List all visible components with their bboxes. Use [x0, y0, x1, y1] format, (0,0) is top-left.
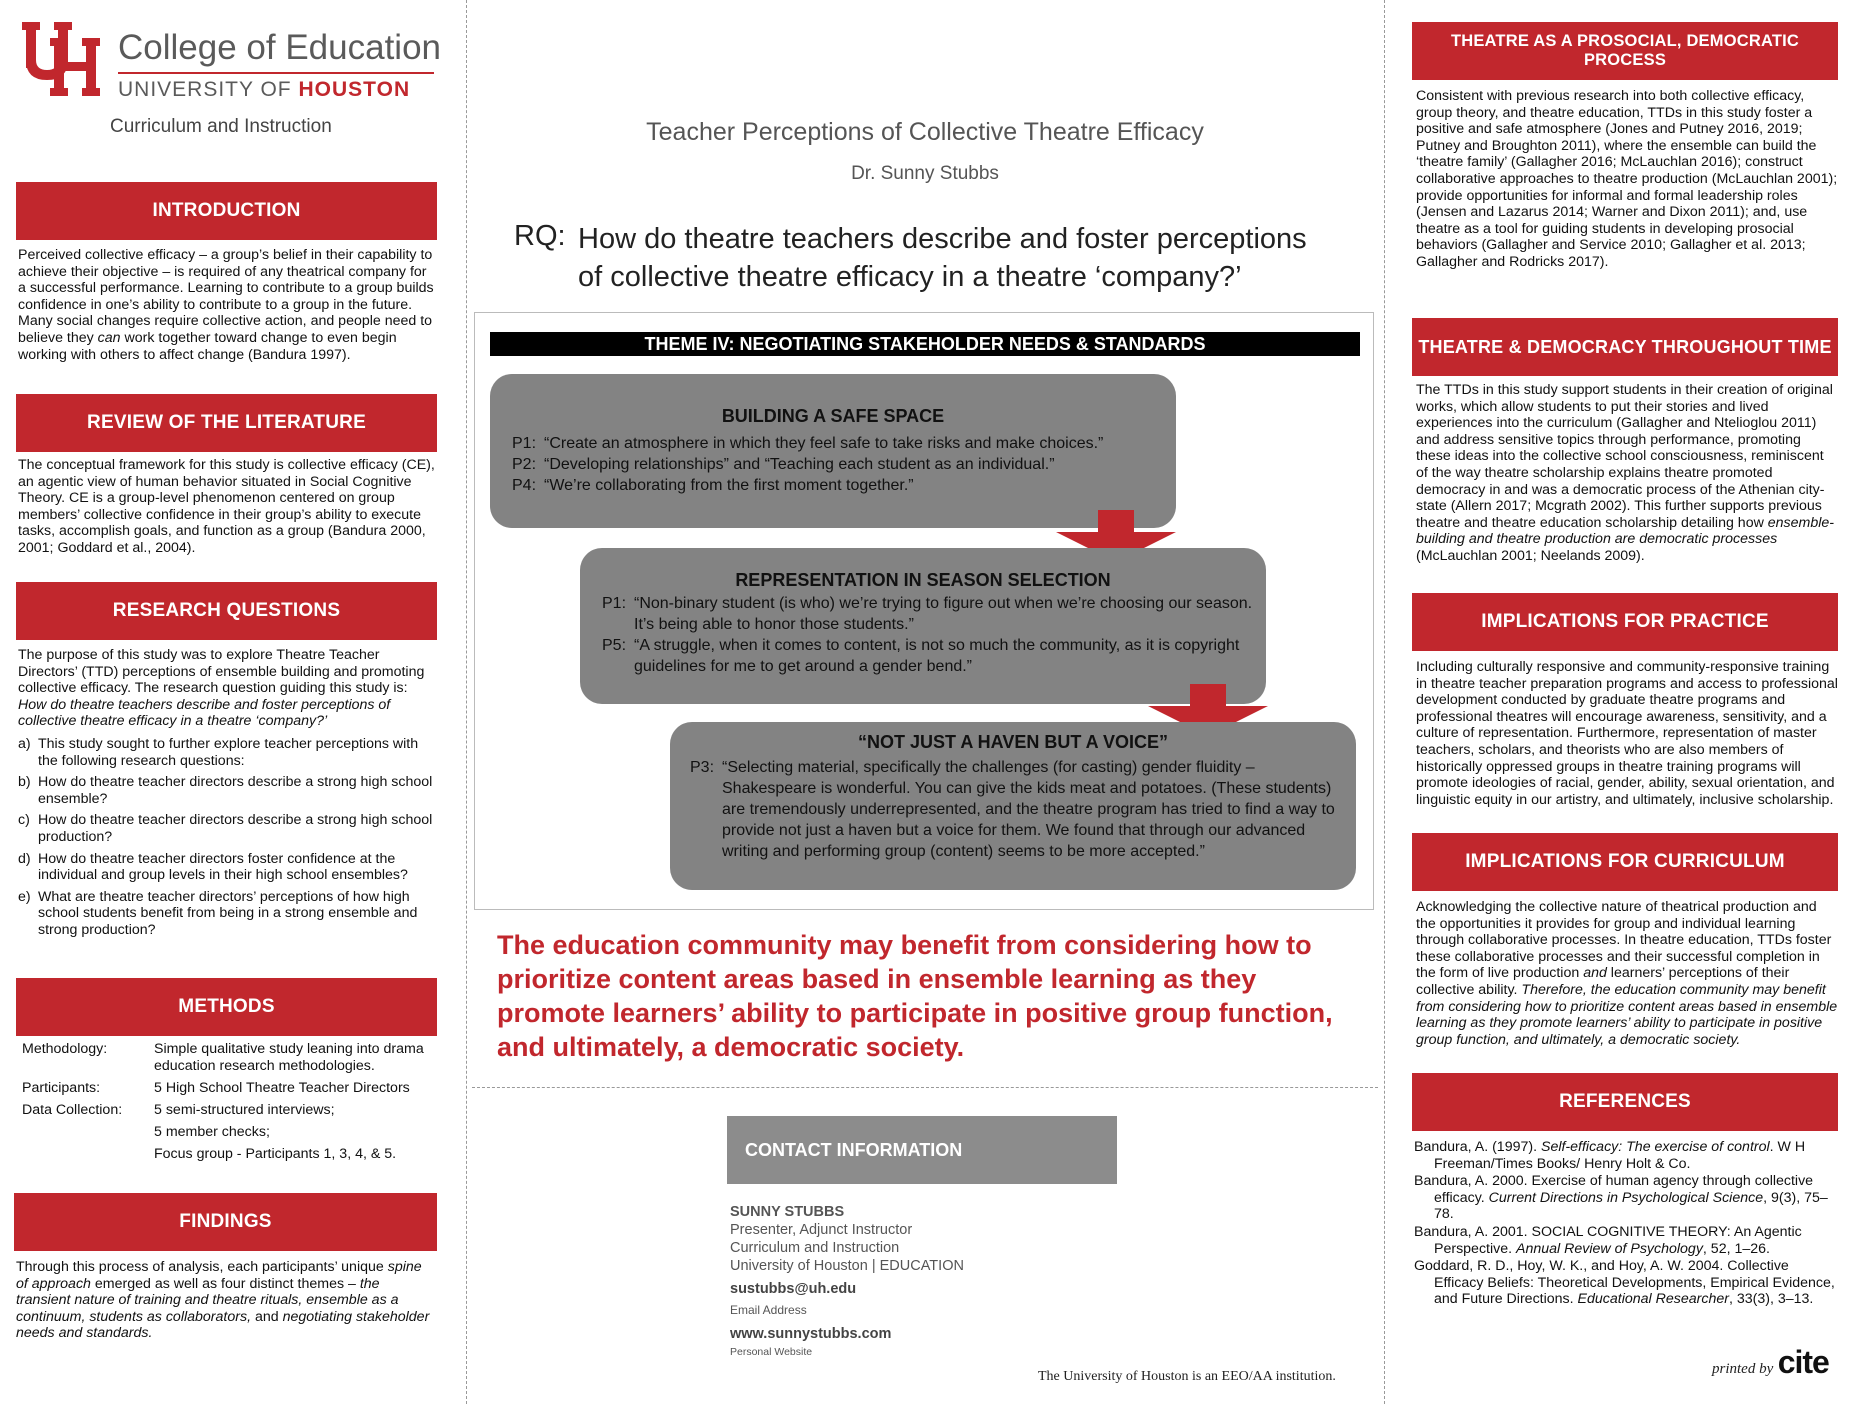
- quote-participant: P1:: [602, 595, 627, 612]
- reference-text: Bandura, A. (1997).: [1414, 1139, 1541, 1155]
- methods-label: Methodology:: [22, 1041, 108, 1057]
- quote-text: “Selecting material, specifically the challenges (for casting) gender fluidity – Shakespeare is wonderful. You can give the kids meat and potatoes. (These students) are tremendously underrepresented, and the theatre program has tried to find a way to provide not just a haven but a voice for them. We found that through our advanced writing and performing group (content) seems to be more accepted.”: [722, 759, 1335, 860]
- democracy-text: [1416, 382, 1839, 565]
- quote-text: “Create an atmosphere in which they feel safe to take risks and make choices.”: [544, 435, 1104, 452]
- list-item-text: What are theatre teacher directors’ perceptions of how high school students benefit from being in a strong ensemble and strong production?: [38, 888, 418, 938]
- university-houston: HOUSTON: [298, 78, 411, 101]
- methods-label: Data Collection:: [22, 1102, 123, 1118]
- contact-website[interactable]: www.sunnystubbs.com: [730, 1326, 892, 1342]
- quote-text: “Non-binary student (is who) we’re trying to figure out when we’re choosing our season. It’s being able to honor those students.”: [634, 595, 1253, 633]
- reference-item: [1414, 1224, 1838, 1257]
- methods-value: 5 High School Theatre Teacher Directors: [154, 1080, 410, 1096]
- quote-text: “We’re collaborating from the first moment together.”: [544, 477, 914, 494]
- methods-row-participants: [22, 1080, 436, 1097]
- quote-item: [512, 454, 1176, 475]
- research-purpose: [18, 647, 436, 730]
- list-item-letter: d): [18, 850, 31, 867]
- reference-title: Annual Review of Psychology: [1516, 1240, 1703, 1257]
- methods-value: Simple qualitative study leaning into drama education research methodologies.: [154, 1041, 424, 1074]
- list-item: [18, 812, 436, 845]
- references-list: [1414, 1139, 1838, 1309]
- down-arrow-icon: [1098, 510, 1134, 532]
- quote-participant: P1:: [512, 435, 537, 452]
- rq-line-2: of collective theatre efficacy in a theatre ‘company?’: [578, 261, 1242, 293]
- poster-author: Dr. Sunny Stubbs: [851, 163, 999, 184]
- methods-label: Participants:: [22, 1080, 101, 1096]
- research-purpose-text: The purpose of this study was to explore Theatre Teacher Directors’ (TTD) perceptions of ensemble building and promoting collective efficacy. The research question guiding this study is:: [18, 647, 425, 697]
- quote-item: [512, 433, 1176, 454]
- curriculum-text-em1: and: [1583, 965, 1607, 982]
- practice-text: Including culturally responsive and community-responsive training in theatre teacher preparation programs and access to professional development conducted by graduate theatre programs and professional theatres will encourage awareness, sensitivity, and a culture of representation. Furthermore, representation of master teachers, scholars, and theorists who are also members of historically oppressed groups in theatre training programs will promote ideologies of racial, gender, ability, sexual orientation, and linguistic equity in our artistry, and ultimately, inclusive scholarship.: [1416, 659, 1838, 808]
- findings-text: [16, 1259, 436, 1342]
- reference-text: , 9(3), 75–78.: [1434, 1189, 1828, 1223]
- research-questions-text: [18, 647, 436, 944]
- quote-text: “A struggle, when it comes to content, is not so much the community, as it is copyright guidelines for me to get around a gender bend.”: [634, 637, 1240, 675]
- list-item-text: How do theatre teacher directors describe a strong high school production?: [38, 812, 433, 845]
- reference-text: Bandura, A. 2001. SOCIAL COGNITIVE THEORY: An Agentic Perspective.: [1414, 1223, 1802, 1257]
- curriculum-text: [1416, 899, 1839, 1048]
- column-divider-right: [1384, 0, 1385, 1404]
- rq-label: RQ:: [514, 220, 566, 252]
- contact-details: [730, 1203, 964, 1361]
- list-item-text: How do theatre teacher directors describe a strong high school ensemble?: [38, 774, 433, 807]
- prosocial-heading: THEATRE AS A PROSOCIAL, DEMOCRATIC PROCESS: [1412, 22, 1838, 80]
- contact-email-label: Email Address: [730, 1303, 807, 1317]
- contact-website-label: Personal Website: [730, 1346, 813, 1358]
- democracy-text-em: ensemble-building and theatre production are democratic processes: [1416, 514, 1835, 548]
- curriculum-text-b: learners’ perceptions of their collective ability.: [1416, 965, 1790, 998]
- theme-box-title: BUILDING A SAFE SPACE: [721, 406, 945, 426]
- printed-by-text: printed by: [1712, 1361, 1774, 1377]
- university-name: [118, 78, 410, 102]
- rq-line-1: How do theatre teachers describe and foster perceptions: [578, 223, 1307, 255]
- list-item-letter: e): [18, 888, 31, 905]
- college-name: College of Education: [118, 28, 441, 67]
- cite-brand: cite: [1777, 1344, 1829, 1380]
- quote-item: [602, 635, 1254, 677]
- center-divider-horizontal: [472, 1087, 1378, 1088]
- practice-heading: IMPLICATIONS FOR PRACTICE: [1412, 593, 1838, 651]
- poster-title: Teacher Perceptions of Collective Theatre Efficacy: [646, 118, 1204, 146]
- list-item-letter: c): [18, 812, 30, 829]
- introduction-text-em: can: [97, 329, 121, 346]
- findings-text-c: and: [251, 1308, 283, 1325]
- reference-text: . W H Freeman/Times Books/ Henry Holt & Co.: [1434, 1139, 1806, 1172]
- column-divider-left: [466, 0, 467, 1404]
- department-name: Curriculum and Instruction: [110, 116, 332, 137]
- findings-text-em3: negotiating stakeholder needs and standards.: [16, 1308, 430, 1342]
- theme-banner: THEME IV: NEGOTIATING STAKEHOLDER NEEDS & STANDARDS: [490, 332, 1360, 356]
- democracy-text-b: (McLauchlan 2001; Neelands 2009).: [1416, 547, 1645, 564]
- theme-box-safe-space: [490, 374, 1176, 528]
- data-collection-item: 5 semi-structured interviews;: [154, 1102, 335, 1118]
- quote-participant: P5:: [602, 637, 627, 654]
- findings-text-a: Through this process of analysis, each participants’ unique: [16, 1259, 388, 1275]
- conclusion-statement: The education community may benefit from considering how to prioritize content areas based in ensemble learning as they promote learners’ ability to participate in positive group function, and ultimately, a democratic society.: [497, 930, 1333, 1062]
- introduction-text: [18, 247, 436, 363]
- contact-role: Presenter, Adjunct Instructor: [730, 1222, 913, 1238]
- literature-text: The conceptual framework for this study is collective efficacy (CE), an agentic view of human behavior situated in Social Cognitive Theory. CE is a group-level phenomenon centered on group members’ collective confidence in their group’s ability to execute tasks, accomplish goals, and function as a group (Bandura 2000, 2001; Goddard et al., 2004).: [18, 457, 435, 556]
- introduction-text-b: work together toward change to even begin working with others to affect change (Bandura 1997).: [18, 329, 397, 363]
- introduction-text-a: Perceived collective efficacy – a group’s belief in their capability to achieve their objective – is required of any theatrical company for a successful performance. Learning to contribute to a group builds confidence in one’s ability to contribute to a group in the future. Many social changes require collective action, and people need to believe they: [18, 247, 434, 346]
- democracy-heading: THEATRE & DEMOCRACY THROUGHOUT TIME: [1412, 318, 1838, 376]
- references-heading: REFERENCES: [1412, 1073, 1838, 1131]
- methods-value: [154, 1102, 396, 1168]
- reference-item: [1414, 1258, 1838, 1308]
- theme-box-haven-voice: [670, 722, 1356, 890]
- quote-participant: P4:: [512, 477, 537, 494]
- theme-box-season-selection: [580, 548, 1266, 704]
- data-collection-item: 5 member checks;: [154, 1124, 270, 1140]
- list-item: [18, 851, 436, 884]
- reference-title: Current Directions in Psychological Science: [1488, 1189, 1764, 1206]
- findings-text-em1: spine of approach: [16, 1259, 422, 1292]
- quote-item: [602, 593, 1254, 635]
- reference-title: Educational Researcher: [1577, 1291, 1729, 1308]
- eeo-statement: The University of Houston is an EEO/AA institution.: [1038, 1369, 1336, 1384]
- literature-heading: REVIEW OF THE LITERATURE: [16, 394, 437, 452]
- findings-text-em2: the transient nature of training and theatre rituals, ensemble as a continuum, students as collaborators,: [16, 1275, 399, 1325]
- quote-text: “Developing relationships” and “Teaching each student as an individual.”: [544, 456, 1055, 473]
- list-item: [18, 889, 436, 939]
- list-item-letter: a): [18, 735, 31, 752]
- reference-text: , 52, 1–26.: [1702, 1240, 1770, 1257]
- methods-row-methodology: [22, 1041, 436, 1075]
- contact-org: University of Houston | EDUCATION: [730, 1258, 964, 1274]
- curriculum-text-em2: Therefore, the education community may benefit from considering how to prioritize content areas based in ensemble learning as they promote learners’ ability to participate in positive group function, and ultimately, a democratic society.: [1416, 981, 1838, 1048]
- list-item: [18, 774, 436, 807]
- research-purpose-em: How do theatre teachers describe and foster perceptions of collective theatre efficacy in a theatre ‘company?’: [18, 696, 391, 730]
- college-underline: [118, 72, 434, 74]
- contact-name: SUNNY STUBBS: [730, 1204, 845, 1220]
- prosocial-text: Consistent with previous research into both collective efficacy, group theory, and theatre education, TTDs in this study foster a positive and safe atmosphere (Jones and Putney 2016, 2019; Putney and Broughton 2011), where the ensemble can build the ‘theatre family’ (Gallagher 2016; McLauchlan 2016); construct collaborative approaches to theatre production (McLauchlan 2001); provide opportunities for informal and formal leadership roles (Jensen and Lazarus 2014; Warner and Dixon 2011); and, use theatre as a tool for guiding students in developing prosocial behaviors (Gallagher and Service 2010; Gallagher et al. 2013; Gallagher and Rodricks 2017).: [1416, 88, 1838, 270]
- theme-box-title: “NOT JUST A HAVEN BUT A VOICE”: [857, 732, 1169, 752]
- research-questions-heading: RESEARCH QUESTIONS: [16, 582, 437, 640]
- uh-logo: [20, 20, 102, 98]
- list-item-letter: b): [18, 774, 31, 791]
- introduction-heading: INTRODUCTION: [16, 182, 437, 240]
- list-item-text: How do theatre teacher directors foster confidence at the individual and group levels in their high school ensembles?: [38, 850, 408, 884]
- list-item-text: This study sought to further explore teacher perceptions with the following research questions:: [38, 735, 419, 769]
- methods-table: [22, 1041, 436, 1173]
- democracy-text-a: The TTDs in this study support students in their creation of original works, which allow students to put their stories and lived experiences into the curriculum (Gallagher and Ntelioglou 2011) and address sensitive topics through performance, promoting these ideas into the collective school consciousness, reminiscent of the way theatre scholarship explains theatre promoted democracy in and was a democratic process of the Athenian city-state (Allern 2017; Mcgrath 2002). This further supports previous theatre and theatre education scholarship detailing how: [1416, 382, 1833, 531]
- quote-item: [690, 757, 1344, 862]
- university-prefix: UNIVERSITY OF: [118, 78, 292, 101]
- uh-logo-mark: [20, 20, 102, 98]
- list-item: [18, 736, 436, 769]
- methods-row-data-collection: [22, 1102, 436, 1168]
- down-arrow-icon: [1190, 684, 1226, 706]
- reference-item: [1414, 1139, 1838, 1172]
- reference-item: [1414, 1173, 1838, 1223]
- theme-box-title: REPRESENTATION IN SEASON SELECTION: [735, 570, 1111, 590]
- methods-heading: METHODS: [16, 978, 437, 1036]
- quote-participant: P3:: [690, 759, 715, 776]
- printed-by-logo: [1712, 1344, 1829, 1381]
- research-question-list: [18, 736, 436, 939]
- findings-text-b: emerged as well as four distinct themes –: [90, 1275, 360, 1292]
- quote-item: [512, 475, 1176, 496]
- contact-dept: Curriculum and Instruction: [730, 1240, 900, 1256]
- rq-text: [578, 220, 1307, 296]
- findings-heading: FINDINGS: [14, 1193, 437, 1251]
- contact-email[interactable]: sustubbs@uh.edu: [730, 1281, 857, 1297]
- reference-text: , 33(3), 3–13.: [1728, 1291, 1814, 1308]
- curriculum-text-a: Acknowledging the collective nature of theatrical production and the opportunities it provides for group and individual learning through collaborative processes. In theatre education, TTDs foster these collaborative processes and their successful completion in the form of live production: [1416, 899, 1832, 982]
- reference-title: Self-efficacy: The exercise of control: [1540, 1139, 1770, 1155]
- contact-heading: CONTACT INFORMATION: [727, 1116, 1117, 1184]
- data-collection-item: Focus group - Participants 1, 3, 4, & 5.: [154, 1146, 397, 1162]
- quote-participant: P2:: [512, 456, 537, 473]
- reference-text: Bandura, A. 2000. Exercise of human agency through collective efficacy.: [1414, 1173, 1814, 1206]
- curriculum-heading: IMPLICATIONS FOR CURRICULUM: [1412, 833, 1838, 891]
- reference-text: Goddard, R. D., Hoy, W. K., and Hoy, A. W. 2004. Collective Efficacy Beliefs: Theoretical Developments, Empirical Evidence, and Future Directions.: [1414, 1258, 1835, 1308]
